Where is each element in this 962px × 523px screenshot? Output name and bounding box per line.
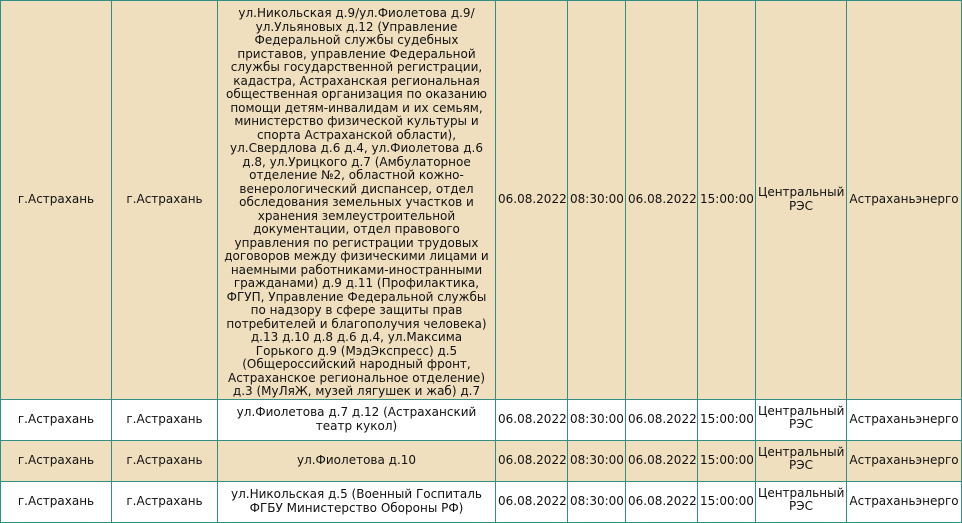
district-cell: г.Астрахань: [112, 481, 218, 522]
start-date-cell: 06.08.2022: [496, 440, 568, 481]
address-cell: ул.Никольская д.5 (Военный Госпиталь ФГБУ Министерство Обороны РФ): [218, 481, 496, 522]
start-date-cell: 06.08.2022: [496, 1, 568, 400]
res-cell: Центральный РЭС: [756, 399, 847, 440]
start-time-cell: 08:30:00: [568, 481, 626, 522]
table-row: [1, 1, 962, 400]
address-cell: ул.Никольская д.9/ул.Фиолетова д.9/ ул.Ульяновых д.12 (Управление Федеральной службы судебных приставов, управление Федеральной службы государственной регистрации, кадастра, Астраханская региональная общественная организация по оказанию помощи детям-инвалидам и их семьям, министерство физической культуры и спорта Астраханской области), ул.Свердлова д.6 д.4, ул.Фиолетова д.6 д.8, ул.Урицкого д.7 (Амбулаторное отделение №2, областной кожно-венерологический диспансер, отдел обследования земельных участков и хранения землеустроительной документации, отдел правового управления по регистрации трудовых договоров между физическими лицами и наемными работниками-иностранными гражданами) д.9 д.11 (Профилактика, ФГУП, Управление Федеральной службы по надзору в сфере защиты прав потребителей и благополучия человека) д.13 д.10 д.8 д.6 д.4, ул.Максима Горького д.9 (МэдЭкспресс) д.5 (Общероссийский народный фронт, Астраханское региональное отделение) д.3 (МуЛяЖ, музей лягушек и жаб) д.7: [218, 1, 496, 400]
city-cell: г.Астрахань: [1, 1, 112, 400]
end-time-cell: 15:00:00: [698, 440, 756, 481]
company-cell: Астраханьэнерго: [847, 399, 962, 440]
start-time-cell: 08:30:00: [568, 440, 626, 481]
district-cell: г.Астрахань: [112, 399, 218, 440]
city-cell: г.Астрахань: [1, 481, 112, 522]
district-cell: г.Астрахань: [112, 1, 218, 400]
company-cell: Астраханьэнерго: [847, 1, 962, 400]
table-row: [1, 481, 962, 522]
company-cell: Астраханьэнерго: [847, 440, 962, 481]
table-row: [1, 440, 962, 481]
address-cell: ул.Фиолетова д.10: [218, 440, 496, 481]
res-cell: Центральный РЭС: [756, 440, 847, 481]
end-time-cell: 15:00:00: [698, 481, 756, 522]
table-row: [1, 399, 962, 440]
start-date-cell: 06.08.2022: [496, 399, 568, 440]
start-time-cell: 08:30:00: [568, 1, 626, 400]
start-date-cell: 06.08.2022: [496, 481, 568, 522]
start-time-cell: 08:30:00: [568, 399, 626, 440]
end-date-cell: 06.08.2022: [626, 440, 698, 481]
address-cell: ул.Фиолетова д.7 д.12 (Астраханский театр кукол): [218, 399, 496, 440]
company-cell: Астраханьэнерго: [847, 481, 962, 522]
res-cell: Центральный РЭС: [756, 481, 847, 522]
end-time-cell: 15:00:00: [698, 399, 756, 440]
end-date-cell: 06.08.2022: [626, 481, 698, 522]
district-cell: г.Астрахань: [112, 440, 218, 481]
end-date-cell: 06.08.2022: [626, 399, 698, 440]
city-cell: г.Астрахань: [1, 399, 112, 440]
res-cell: Центральный РЭС: [756, 1, 847, 400]
end-date-cell: 06.08.2022: [626, 1, 698, 400]
end-time-cell: 15:00:00: [698, 1, 756, 400]
city-cell: г.Астрахань: [1, 440, 112, 481]
